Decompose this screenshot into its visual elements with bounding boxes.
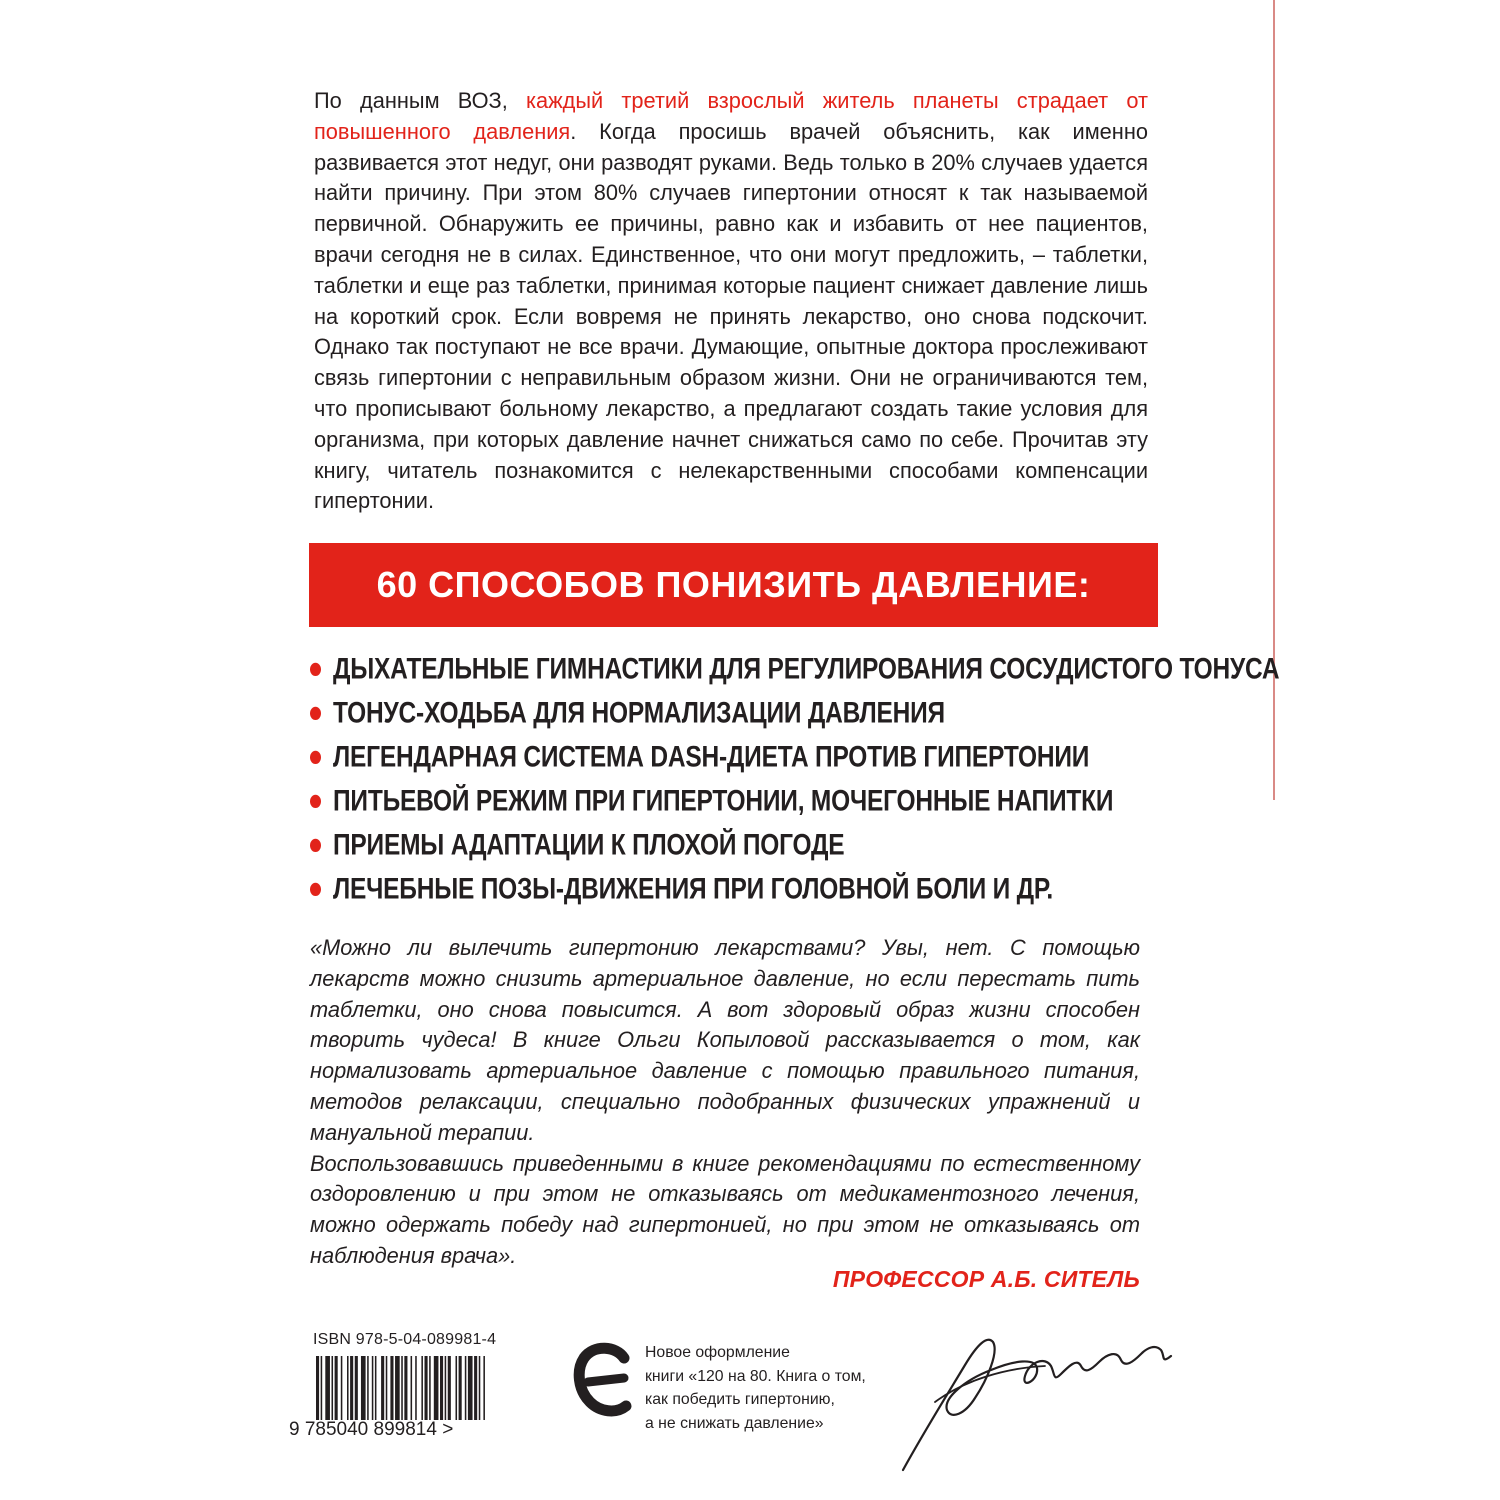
handwritten-signature xyxy=(895,1310,1185,1480)
bullet-icon xyxy=(310,795,321,808)
list-item xyxy=(308,864,1168,917)
list-item-text: ЛЕГЕНДАРНАЯ СИСТЕМА DASH-ДИЕТА ПРОТИВ ГИПЕРТОНИИ xyxy=(333,741,1090,774)
bullet-icon xyxy=(310,751,321,764)
barcode-digits: 9 785040 899814 > xyxy=(289,1419,454,1440)
list-item-text: ПРИЕМЫ АДАПТАЦИИ К ПЛОХОЙ ПОГОДЕ xyxy=(333,829,845,862)
note-line: книги «120 на 80. Книга о том, xyxy=(645,1367,866,1385)
note-line: Новое оформление xyxy=(645,1344,790,1361)
list-item-text: ЛЕЧЕБНЫЕ ПОЗЫ-ДВИЖЕНИЯ ПРИ ГОЛОВНОЙ БОЛИ И ДР. xyxy=(333,873,1053,906)
list-item-text: ТОНУС-ХОДЬБА ДЛЯ НОРМАЛИЗАЦИИ ДАВЛЕНИЯ xyxy=(333,697,945,730)
feature-list xyxy=(308,648,1280,912)
bullet-icon xyxy=(310,707,321,720)
quote-paragraph: «Можно ли вылечить гипертонию лекарствами? Увы, нет. С помощью лекарств можно снизить артериальное давление, но если перестать пить таблетки, оно снова повысится. А вот здоровый образ жизни способен творить чудеса! В книге Ольги Копыловой рассказывается о том, как нормализовать артериальное давление с помощью правильного питания, методов релаксации, специально подобранных физических упражнений и мануальной терапии. xyxy=(310,935,1140,1145)
barcode-image xyxy=(316,1356,542,1420)
intro-paragraph xyxy=(314,86,1148,517)
quote-paragraph: Воспользовавшись приведенными в книге рекомендациями по естественному оздоровлению и при этом не отказываясь от медикаментозного лечения, можно одержать победу над гипертонией, но при этом не отказываясь от наблюдения врача». xyxy=(310,1150,1140,1268)
quote-author: ПРОФЕССОР А.Б. СИТЕЛЬ xyxy=(832,1266,1140,1292)
list-item-text: ДЫХАТЕЛЬНЫЕ ГИМНАСТИКИ ДЛЯ РЕГУЛИРОВАНИЯ СОСУДИСТОГО ТОНУСА xyxy=(333,653,1280,686)
intro-body: . Когда просишь врачей объяснить, как именно развивается этот недуг, они разводят руками. Ведь только в 20% случаев удается найти причину. При этом 80% случаев гипертонии относят к так называемой первичной. Обнаружить ее причины, равно как и избавить от нее пациентов, врачи сегодня не в силах. Единственное, что они могут предложить, – таблетки, таблетки и еще раз таблетки, принимая которые пациент снижает давление лишь на короткий срок. Если вовремя не принять лекарство, оно снова подскочит. Однако так поступают не все врачи. Думающие, опытные доктора прослеживают связь гипертонии с неправильным образом жизни. Они не ограничиваются тем, что прописывают больному лекарство, а предлагают создать такие условия для организма, при которых давление начнет снижаться само по себе. Прочитав эту книгу, читатель познакомится с нелекарственными способами компенсации гипертонии. xyxy=(314,118,1148,514)
banner-title: 60 СПОСОБОВ ПОНИЗИТЬ ДАВЛЕНИЕ: xyxy=(376,564,1091,605)
note-line: а не снижать давление» xyxy=(645,1414,824,1432)
bullet-icon xyxy=(310,883,321,896)
list-item-text: ПИТЬЕВОЙ РЕЖИМ ПРИ ГИПЕРТОНИИ, МОЧЕГОННЫЕ НАПИТКИ xyxy=(333,785,1114,818)
headline-banner xyxy=(309,543,1158,627)
edition-note xyxy=(645,1341,925,1435)
bullet-icon xyxy=(310,663,321,676)
intro-lead: По данным ВОЗ, xyxy=(314,88,526,113)
isbn-label: ISBN 978-5-04-089981-4 xyxy=(313,1331,497,1348)
bullet-icon xyxy=(310,839,321,852)
testimonial-quote xyxy=(310,933,1140,1272)
publisher-logo-icon xyxy=(572,1340,634,1426)
intro-highlight: каждый третий взрослый житель планеты страдает от повышенного давления xyxy=(314,88,1148,144)
note-line: как победить гипертонию, xyxy=(645,1391,835,1408)
